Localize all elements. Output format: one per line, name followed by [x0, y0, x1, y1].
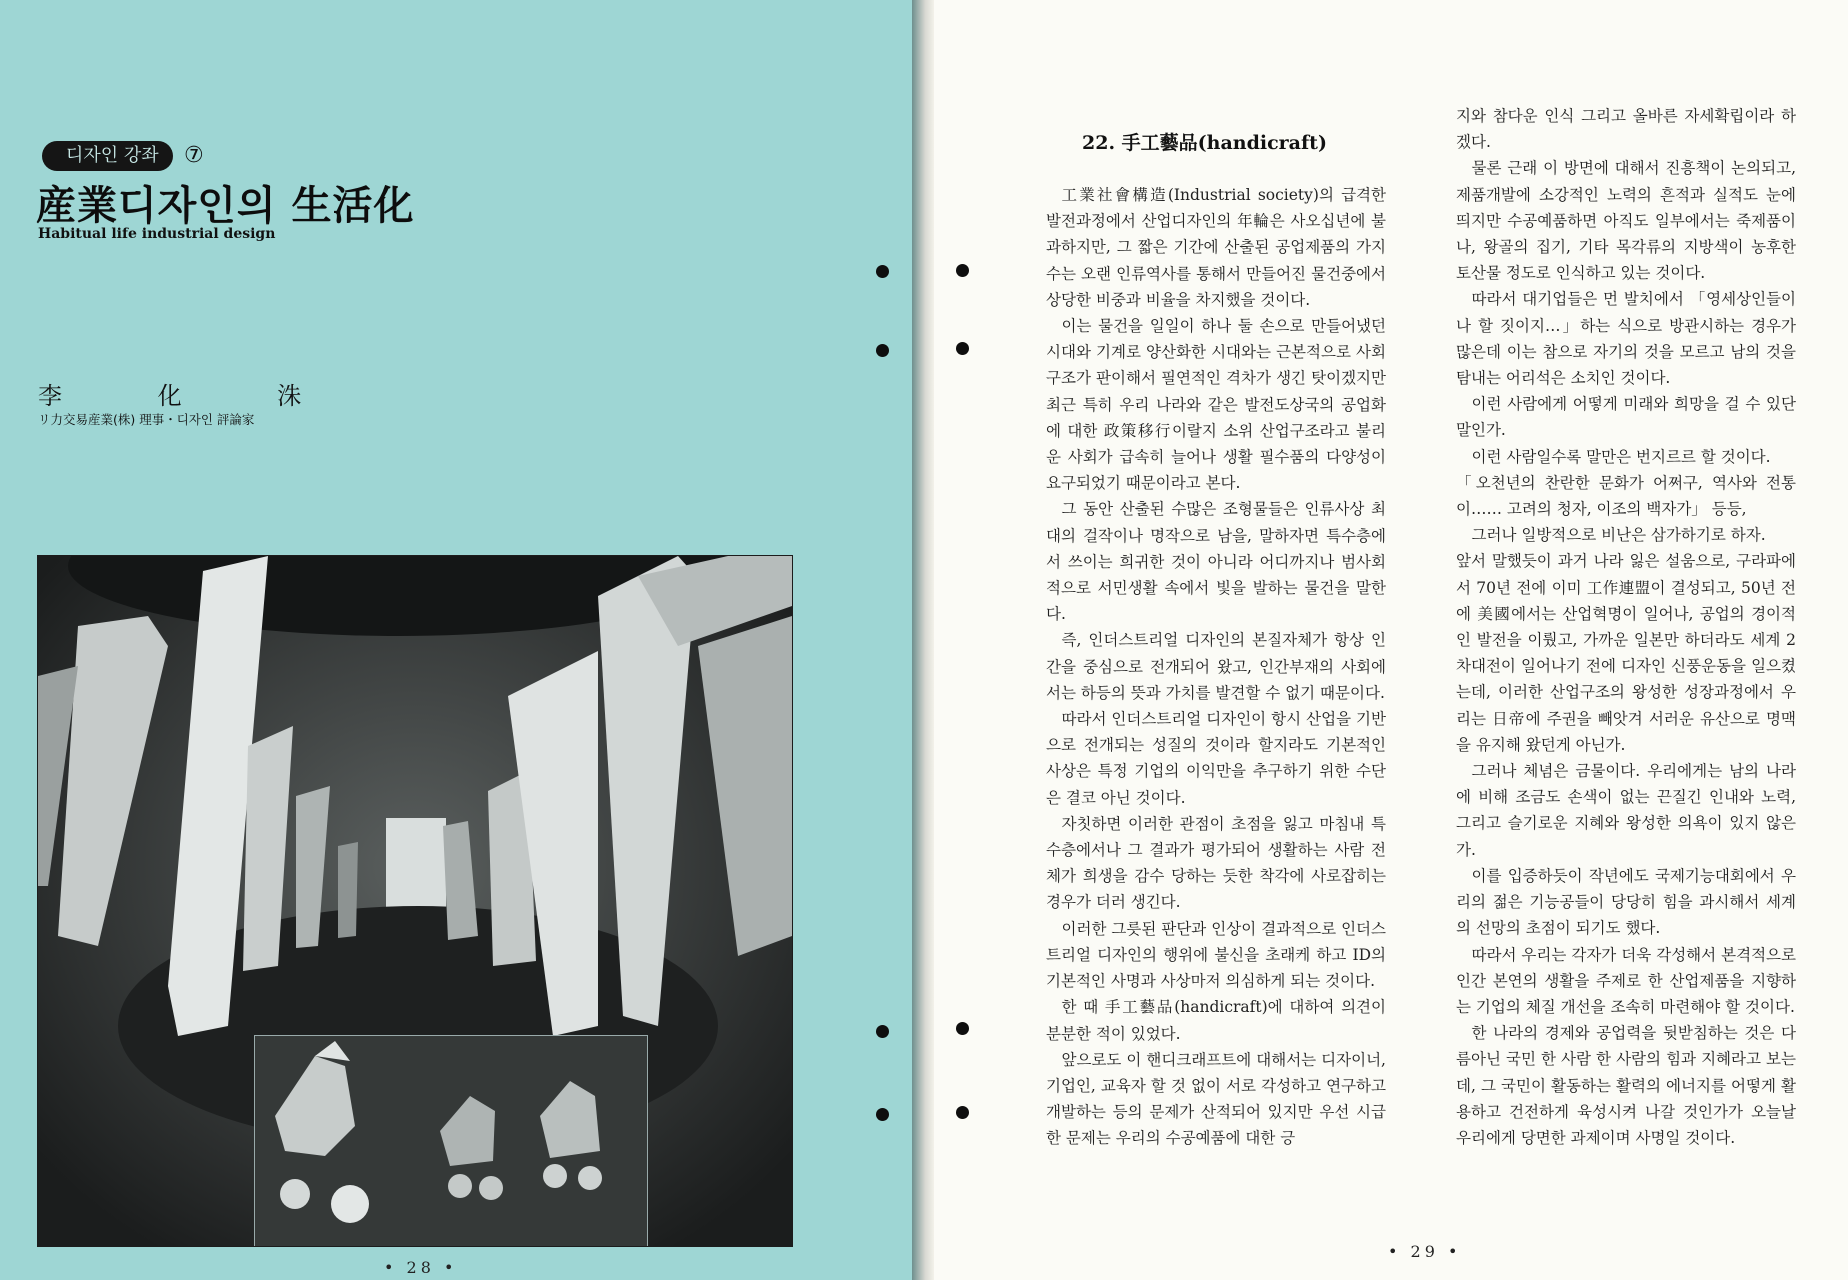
author-name: 李 化 洙	[38, 382, 346, 410]
paragraph: 「오천년의 찬란한 문화가 어쩌구, 역사와 전통이…… 고려의 청자, 이조의 백자가」 등등,	[1456, 473, 1796, 519]
paragraph: 따라서 인더스트리얼 디자인이 항시 산업을 기반으로 전개되는 성질의 것이라 할지라도 기본적인 사상은 특정 기업의 이익만을 추구하기 위한 수단은 결코 아닌 것이다.	[1046, 710, 1386, 807]
paragraph: 지와 참다운 인식 그리고 올바른 자세확립이라 하겠다.	[1456, 107, 1796, 152]
series-badge: 디자인 강좌	[42, 141, 173, 171]
paragraph: 따라서 대기업들은 먼 발치에서 「영세상인들이나 할 짓이지…」하는 식으로 방관시하는 경우가 많은데 이는 참으로 자기의 것을 모르고 남의 것을 탐내는 어리석은 소치인 것이다.	[1456, 290, 1796, 388]
paragraph: 이러한 그릇된 판단과 인상이 결과적으로 인더스트리얼 디자인의 행위에 불신을 초래케 하고 ID의 기본적인 사명과 사상마저 의심하게 되는 것이다.	[1046, 919, 1386, 991]
binding-hole	[876, 265, 889, 278]
binding-hole	[956, 1022, 969, 1035]
paragraph: 즉, 인더스트리얼 디자인의 본질자체가 항상 인간을 중심으로 전개되어 왔고, 인간부재의 사회에서는 하등의 뜻과 가치를 발견할 수 없기 때문이다.	[1046, 631, 1386, 702]
paragraph: 앞서 말했듯이 과거 나라 잃은 설움으로, 구라파에서 70년 전에 이미 工作連盟이 결성되고, 50년 전에 美國에서는 산업혁명이 일어나, 공업의 경이적인 발전을 이뤘고, 가까운 일본만 하더라도 세계 2차대전이 일어나기 전에 디자인 신풍운동을 일으켰는데, 이러한 산업구조의 왕성한 성장과정에서 우리는 日帝에 주권을 빼앗겨 서러운 유산으로 명맥을 유지해 왔던게 아닌가.	[1456, 552, 1796, 754]
article-subtitle: Habitual life industrial design	[38, 226, 276, 242]
paragraph: 이를 입증하듯이 작년에도 국제기능대회에서 우리의 젊은 기능공들이 당당히 힘을 과시해서 세계의 선망의 초점이 되기도 했다.	[1456, 866, 1796, 938]
author-affiliation: リ力交易産業(株) 理事・디자인 評論家	[38, 412, 255, 427]
paragraph: 물론 근래 이 방면에 대해서 진흥책이 논의되고, 제품개발에 소강적인 노력의 흔적과 실적도 눈에 띄지만 수공예품하면 아직도 일부에서는 죽제품이나, 왕골의 집기, 기타 목각류의 지방색이 농후한 토산물 정도로 인식하고 있는 것이다.	[1456, 159, 1796, 283]
wooden-toys-graphic	[255, 1036, 647, 1246]
binding-hole	[956, 1106, 969, 1119]
paragraph: 그러나 일방적으로 비난은 삼가하기로 하자.	[1471, 526, 1766, 545]
paragraph: 이런 사람일수록 말만은 번지르르 할 것이다.	[1471, 447, 1771, 466]
section-heading: 22. 手工藝品(handicraft)	[1082, 132, 1327, 154]
paragraph: 工業社會構造(Industrial society)의 급격한 발전과정에서 산업디자인의 年輪은 사오십년에 불과하지만, 그 짧은 기간에 산출된 공업제품의 가지수는 오랜 인류역사를 통해서 만들어진 물건중에서 상당한 비중과 비율을 차지했을 것이다.	[1046, 186, 1386, 309]
series-number: ⑦	[184, 143, 204, 168]
binding-hole	[956, 342, 969, 355]
book-gutter	[912, 0, 934, 1280]
paragraph: 한 나라의 경제와 공업력을 뒷받침하는 것은 다름아닌 국민 한 사람 한 사람의 힘과 지혜라고 보는데, 그 국민이 활동하는 활력의 에너지를 어떻게 활용하고 건전하게 육성시켜 나갈 것인가가 오늘날 우리에게 당면한 과제이며 사명일 것이다.	[1456, 1024, 1796, 1147]
text-column-left	[1046, 182, 1386, 1152]
paragraph: 그러나 체념은 금물이다. 우리에게는 남의 나라에 비해 조금도 손색이 없는 끈질긴 인내와 노력, 그리고 슬기로운 지혜와 왕성한 의욕이 있지 않은가.	[1456, 762, 1796, 859]
binding-hole	[956, 264, 969, 277]
paragraph: 이는 물건을 일일이 하나 둘 손으로 만들어냈던 시대와 기계로 양산화한 시대와는 근본적으로 사회구조가 판이해서 필연적인 격차가 생긴 탓이겠지만 최근 특히 우리 나라와 같은 발전도상국의 공업화에 대한 政策移行이랄지 소위 산업구조라고 불리운 사회가 급속히 늘어나 생활 필수품의 다양성이 요구되었기 때문이라고 본다.	[1046, 317, 1386, 493]
sculpture-photo	[38, 556, 792, 1246]
binding-hole	[876, 1025, 889, 1038]
binding-hole	[876, 344, 889, 357]
toy-inset-photo	[254, 1035, 648, 1246]
binding-hole	[876, 1108, 889, 1121]
paragraph: 따라서 우리는 각자가 더욱 각성해서 본격적으로 인간 본연의 생활을 주제로 한 산업제품을 지향하는 기업의 체질 개선을 조속히 마련해야 할 것이다.	[1456, 945, 1796, 1016]
text-column-right	[1456, 103, 1796, 1151]
paragraph: 이런 사람에게 어떻게 미래와 희망을 걸 수 있단 말인가.	[1456, 395, 1796, 440]
page-number-right: • 29 •	[1388, 1242, 1462, 1261]
left-page	[0, 0, 912, 1280]
paragraph: 그 동안 산출된 수많은 조형물들은 인류사상 최대의 걸작이나 명작으로 남을, 말하자면 특수층에서 쓰이는 희귀한 것이 아니라 어디까지나 범사회적으로 서민생활 속에서 빛을 발하는 물건을 말한다.	[1046, 500, 1386, 624]
paragraph: 앞으로도 이 핸디크래프트에 대해서는 디자이너, 기업인, 교육자 할 것 없이 서로 각성하고 연구하고 개발하는 등의 문제가 산적되어 있지만 우선 시급한 문제는 우리의 수공예품에 대한 긍	[1046, 1050, 1386, 1148]
article-title: 産業디자인의 生活化	[36, 182, 415, 229]
page-number-left: • 28 •	[384, 1258, 458, 1277]
paragraph: 자칫하면 이러한 관점이 초점을 잃고 마침내 특수층에서나 그 결과가 평가되어 생활하는 사람 전체가 희생을 감수 당하는 듯한 착각에 사로잡히는 경우가 더러 생긴다.	[1046, 814, 1386, 912]
paragraph: 한 때 手工藝品(handicraft)에 대하여 의견이 분분한 적이 있었다.	[1046, 998, 1386, 1043]
